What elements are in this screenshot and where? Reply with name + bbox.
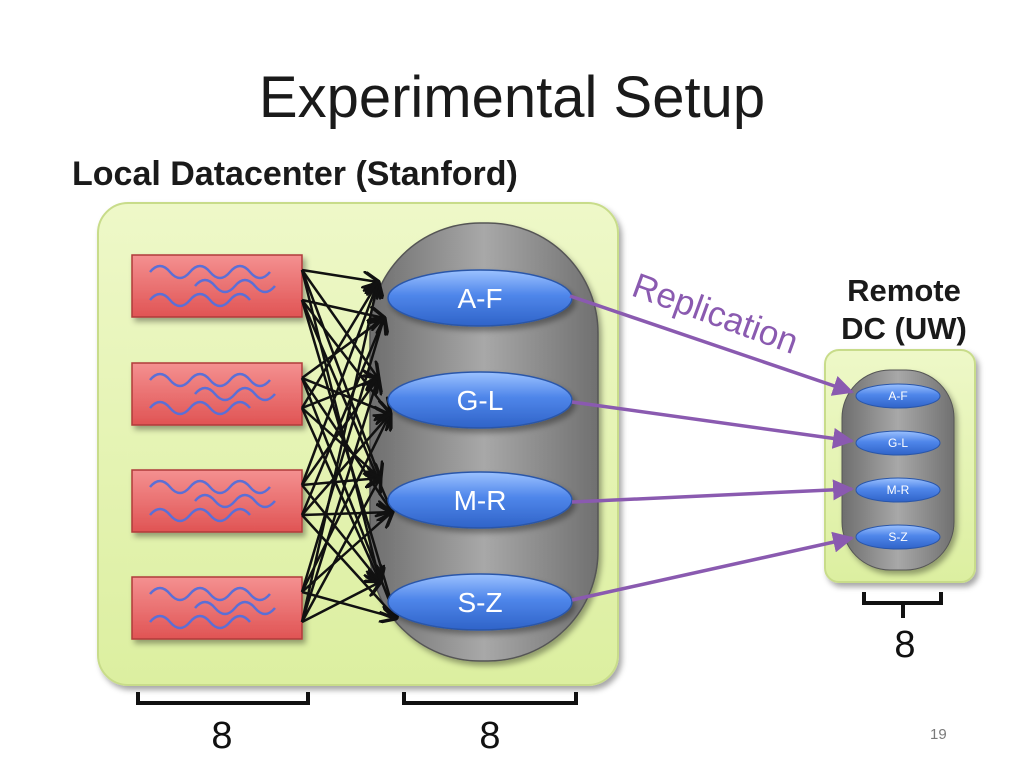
shard-label: A-F [888, 389, 908, 403]
remote-datacenter-label [828, 272, 980, 348]
client-box [132, 363, 302, 425]
remote-count-bracket [864, 592, 941, 618]
shard-label: M-R [886, 483, 910, 497]
client-box [132, 255, 302, 317]
local-shard [388, 472, 572, 528]
remote-server-count: 8 [894, 624, 916, 666]
shard-label: A-F [457, 283, 503, 314]
remote-shard [856, 384, 940, 408]
shard-label: S-Z [888, 530, 908, 544]
client-box [132, 470, 302, 532]
local-shard [388, 270, 572, 326]
remote-shard [856, 478, 940, 502]
replication-label: Replication [627, 265, 804, 362]
remote-label-line2: DC (UW) [841, 311, 967, 346]
remote-label-line1: Remote [847, 273, 961, 308]
remote-shard [856, 431, 940, 455]
remote-shard [856, 525, 940, 549]
shard-label: S-Z [457, 587, 503, 618]
server-count-bracket [404, 692, 576, 703]
server-count: 8 [479, 715, 501, 757]
client-count-bracket [138, 692, 308, 703]
slide-title: Experimental Setup [258, 65, 766, 130]
slide-number: 19 [930, 726, 947, 743]
local-shard [388, 574, 572, 630]
shard-label: G-L [887, 436, 909, 450]
local-shard [388, 372, 572, 428]
local-datacenter-label: Local Datacenter (Stanford) [72, 155, 518, 193]
client-count: 8 [211, 715, 233, 757]
client-box [132, 577, 302, 639]
shard-label: G-L [456, 385, 504, 416]
shard-label: M-R [453, 485, 507, 516]
